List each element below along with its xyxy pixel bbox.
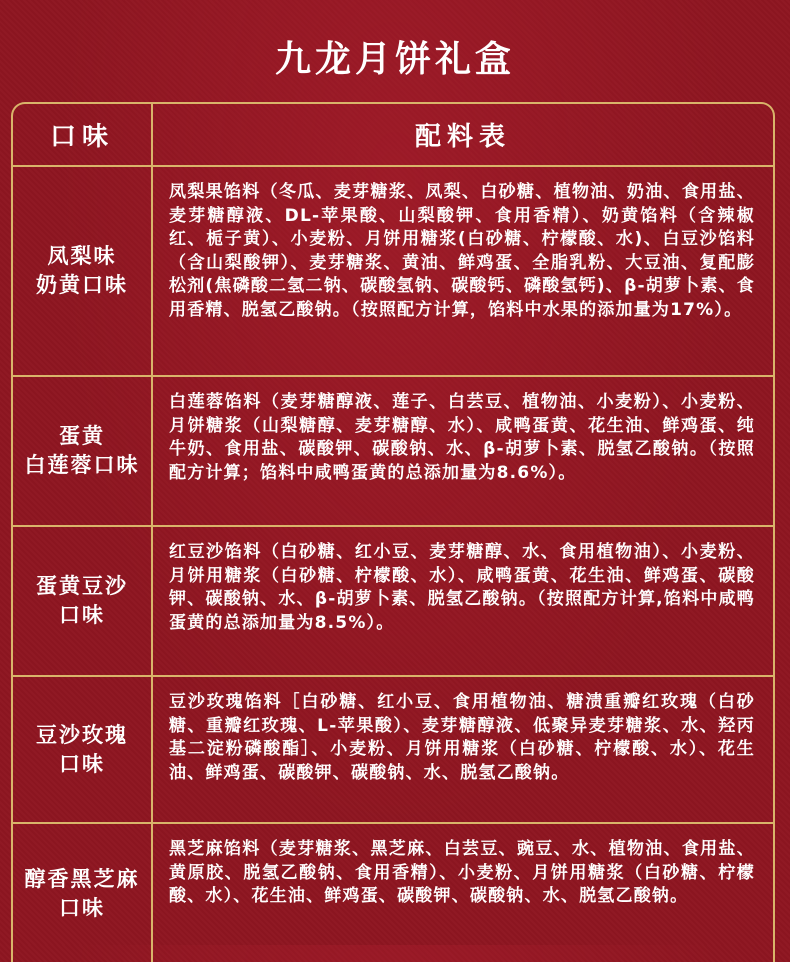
flavor-header-label: 口味 [49, 122, 114, 152]
ingredient-table [11, 102, 775, 962]
flavor-name: 蛋黄豆沙 口味 [36, 574, 128, 627]
table-row [13, 677, 773, 824]
ingredients-column-header [153, 104, 773, 165]
ingredients-cell: 红豆沙馅料（白砂糖、红小豆、麦芽糖醇、水、食用植物油）、小麦粉、月饼用糖浆（白砂糖、柠檬酸、水）、咸鸭蛋黄、花生油、鲜鸡蛋、碳酸钾、碳酸钠、水、β-胡萝卜素、脱氢乙酸钠。（按照配方计算,馅料中咸鸭蛋黄的总添加量为8.5%）。 [169, 542, 755, 633]
ingredients-cell: 豆沙玫瑰馅料［白砂糖、红小豆、食用植物油、糖渍重瓣红玫瑰（白砂糖、重瓣红玫瑰、L-苹果酸）、麦芽糖醇液、低聚异麦芽糖浆、水、羟丙基二淀粉磷酸酯］、小麦粉、月饼用糖浆（白砂糖、柠檬酸、水）、花生油、鲜鸡蛋、碳酸钾、碳酸钠、水、脱氢乙酸钠。 [169, 692, 755, 783]
table-row [13, 377, 773, 527]
flavor-cell [13, 677, 153, 822]
flavor-cell [13, 824, 153, 962]
flavor-name: 凤梨味 奶黄口味 [36, 244, 128, 297]
ingredients-cell: 凤梨果馅料（冬瓜、麦芽糖浆、凤梨、白砂糖、植物油、奶油、食用盐、麦芽糖醇液、DL-苹果酸、山梨酸钾、食用香精）、奶黄馅料（含辣椒红、栀子黄）、小麦粉、月饼用糖浆(白砂糖、柠檬酸、水)、白豆沙馅料（含山梨酸钾）、麦芽糖浆、黄油、鲜鸡蛋、全脂乳粉、大豆油、复配膨松剂(焦磷酸二氢二钠、碳酸氢钠、碳酸钙、磷酸氢钙)、β-胡萝卜素、食用香精、脱氢乙酸钠。（按照配方计算，馅料中水果的添加量为17%）。 [169, 182, 755, 320]
flavor-name: 豆沙玫瑰 口味 [36, 722, 128, 776]
flavor-name: 蛋黄 白莲蓉口味 [24, 424, 140, 477]
page-title: 九龙月饼礼盒 [274, 39, 515, 80]
ingredients-cell: 黑芝麻馅料（麦芽糖浆、黑芝麻、白芸豆、豌豆、水、植物油、食用盐、黄原胶、脱氢乙酸钠、食用香精）、小麦粉、月饼用糖浆（白砂糖、柠檬酸、水）、花生油、鲜鸡蛋、碳酸钾、碳酸钠、水、脱氢乙酸钠。 [169, 839, 755, 906]
table-header-row [13, 104, 773, 167]
flavor-name: 醇香黑芝麻 口味 [24, 867, 140, 920]
ingredients-header-label: 配料表 [414, 122, 511, 152]
table-row [13, 167, 773, 377]
flavor-cell [13, 167, 153, 375]
flavor-cell [13, 377, 153, 525]
flavor-cell [13, 527, 153, 675]
table-row [13, 824, 773, 962]
table-row [13, 527, 773, 677]
ingredients-cell: 白莲蓉馅料（麦芽糖醇液、莲子、白芸豆、植物油、小麦粉）、小麦粉、月饼糖浆（山梨糖醇、麦芽糖醇、水）、咸鸭蛋黄、花生油、鲜鸡蛋、纯牛奶、食用盐、碳酸钾、碳酸钠、水、β-胡萝卜素、脱氢乙酸钠。（按照配方计算；馅料中咸鸭蛋黄的总添加量为8.6%）。 [169, 392, 755, 483]
flavor-column-header [13, 104, 153, 165]
